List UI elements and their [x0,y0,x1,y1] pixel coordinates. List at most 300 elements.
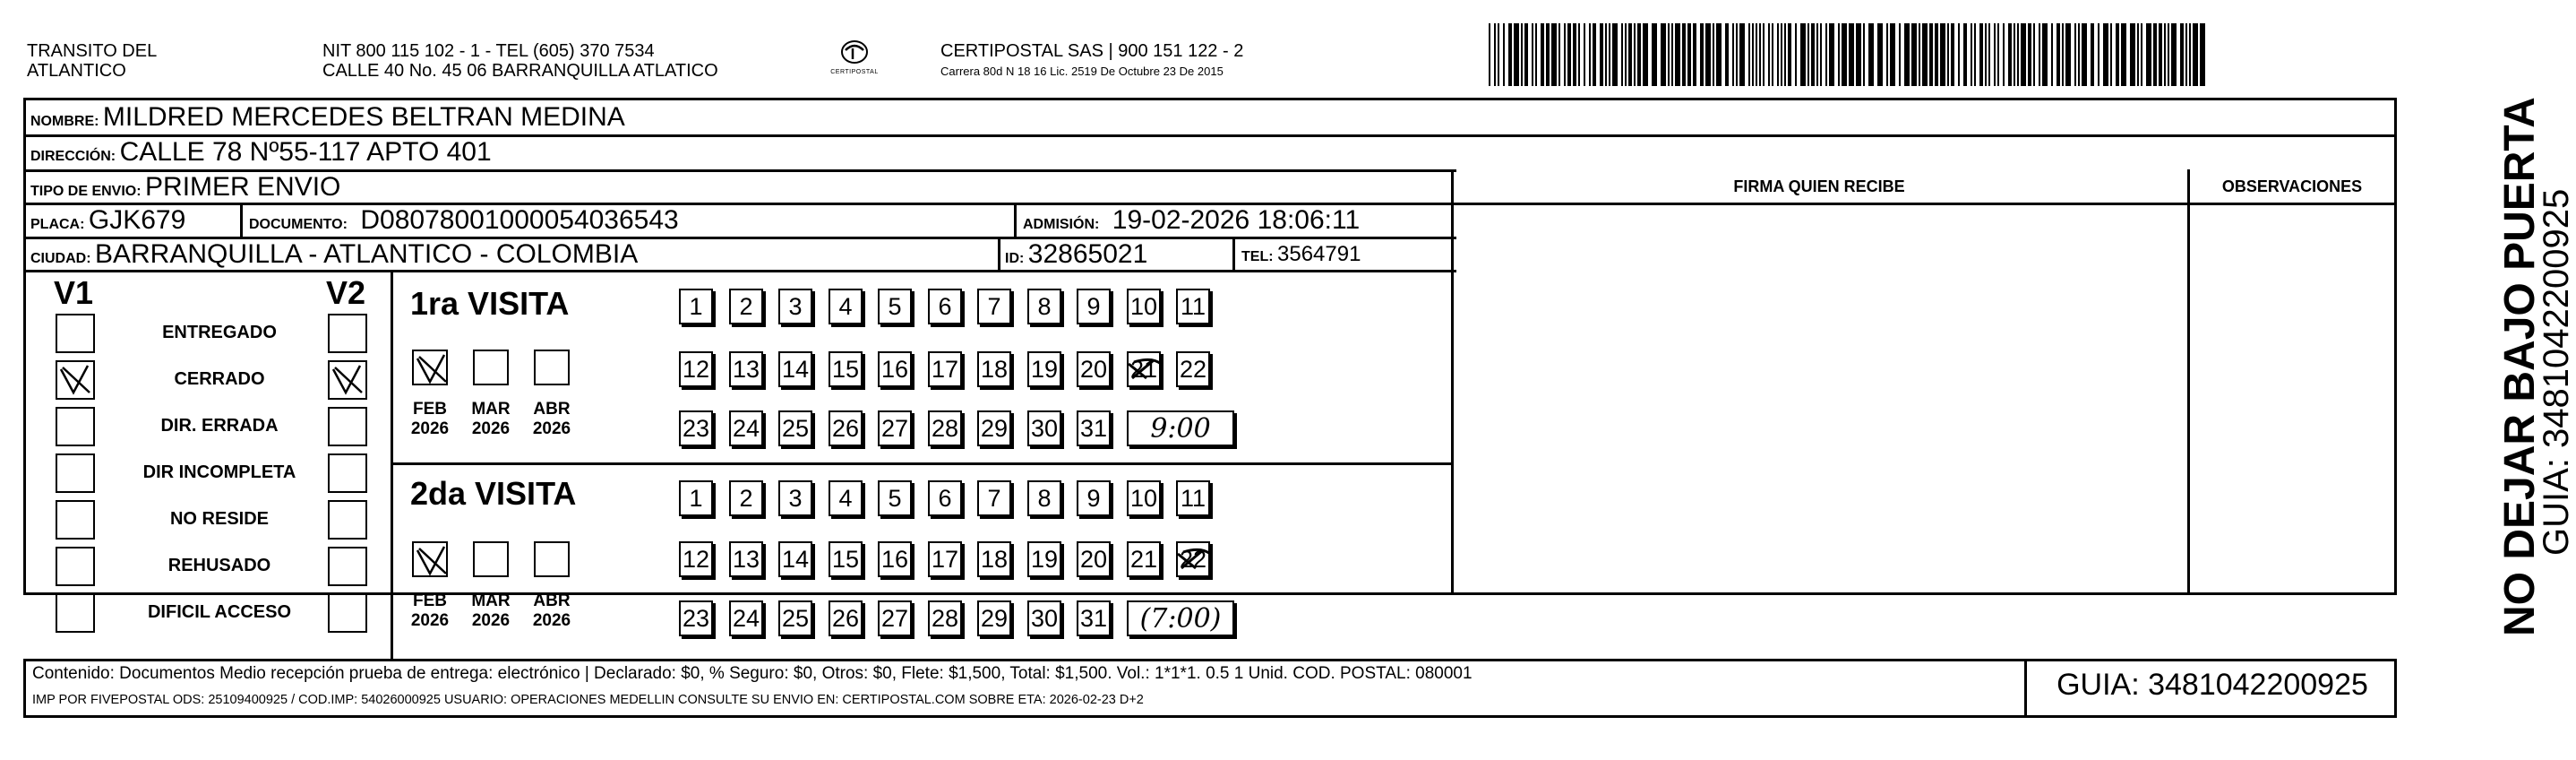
day-box[interactable] [829,410,863,446]
day-number: 26 [831,604,860,632]
day-number: 18 [980,545,1009,573]
day-number: 14 [781,545,810,573]
day-number: 27 [880,604,909,632]
day-box[interactable] [878,600,912,636]
scribble-mark-icon [1174,541,1215,577]
day-number: 26 [831,414,860,442]
second-visit-title: 2da VISITA [410,475,577,512]
barcode-bar [1807,23,1809,86]
day-number: 19 [1030,545,1059,573]
issuer-line2: ATLANTICO [27,61,126,81]
barcode-bar [1890,23,1895,86]
day-number: 28 [931,414,959,442]
barcode-bar [1947,23,1949,86]
v1-checkbox[interactable] [56,593,95,633]
barcode-bar [1535,23,1537,86]
day-box[interactable] [1127,289,1161,324]
day-number: 7 [987,484,1001,512]
direccion-row [30,135,492,174]
tipo-label: TIPO DE ENVIO: [30,184,142,199]
day-box[interactable] [679,600,713,636]
check-mark-icon [414,351,450,387]
handwritten-time: 9:00 [1150,412,1211,445]
day-box[interactable] [778,600,812,636]
barcode-bar [2042,23,2048,86]
month-name: FEB [413,592,447,610]
month-label [524,592,580,631]
barcode [1489,23,2211,86]
day-box[interactable] [729,289,763,324]
day-number: 10 [1129,292,1158,320]
barcode-bar [2164,23,2166,86]
barcode-bar [1971,23,1972,86]
ciudad-label: CIUDAD: [30,251,91,266]
day-box[interactable] [1027,541,1061,577]
month-label [463,592,519,631]
barcode-bar [2014,23,2015,86]
day-number: 8 [1037,292,1052,320]
direccion-value: CALLE 78 Nº55-117 APTO 401 [119,137,492,167]
v1-checkbox[interactable] [56,500,95,540]
day-number: 19 [1030,355,1059,383]
barcode-bar [1816,23,1818,86]
footer-divider [2024,659,2027,718]
month-checkbox[interactable] [412,541,448,577]
status-label: DIR INCOMPLETA [142,462,296,482]
day-box[interactable] [729,410,763,446]
day-box[interactable] [829,541,863,577]
month-year: 2026 [471,611,511,630]
placa-value: GJK679 [88,205,186,235]
v1-label: V1 [54,274,94,311]
placa-label: PLACA: [30,217,85,232]
day-box[interactable] [1027,480,1061,516]
col-divider [2187,169,2190,595]
handwritten-time-box[interactable] [1127,410,1234,446]
barcode-bar [2062,23,2064,86]
barcode-bar [1922,23,1928,86]
v1-checkbox[interactable] [56,453,95,493]
day-box[interactable] [928,351,962,387]
barcode-bar [1671,23,1673,86]
barcode-bar [1508,23,1512,86]
day-box[interactable] [778,289,812,324]
day-box[interactable] [1027,410,1061,446]
day-number: 21 [1129,545,1158,573]
day-number: 9 [1086,292,1101,320]
barcode-bar [1524,23,1528,86]
month-name: MAR [471,592,511,610]
tel-label: TEL: [1241,249,1274,264]
barcode-bar [1988,23,1990,86]
day-box[interactable] [679,351,713,387]
nombre-value: MILDRED MERCEDES BELTRAN MEDINA [102,102,625,132]
barcode-bar [2116,23,2119,86]
col-divider [998,237,1000,270]
day-box[interactable] [1077,541,1111,577]
day-number: 17 [931,355,959,383]
day-number: 29 [980,414,1009,442]
day-number: 5 [888,484,902,512]
day-box[interactable] [829,480,863,516]
day-box[interactable] [878,480,912,516]
day-box[interactable] [1077,480,1111,516]
day-box[interactable] [1176,480,1210,516]
day-number: 25 [781,604,810,632]
barcode-bar [2146,23,2151,86]
barcode-bar [2065,23,2071,86]
barcode-bar [1820,23,1822,86]
company-line: CERTIPOSTAL SAS | 900 151 122 - 2 [940,41,1244,61]
barcode-bar [1736,23,1738,86]
barcode-bar [1829,23,1834,86]
day-box[interactable] [1176,289,1210,324]
barcode-bar [1668,23,1670,86]
day-box[interactable] [1077,410,1111,446]
barcode-bar [2057,23,2060,86]
v1-checkbox[interactable] [56,314,95,353]
barcode-bar [1811,23,1815,86]
v2-checkbox[interactable] [328,500,367,540]
barcode-bar [1573,23,1576,86]
logo-text: CERTIPOSTAL [830,69,879,75]
barcode-bar [1584,23,1585,86]
day-box[interactable] [778,541,812,577]
tel-value: 3564791 [1277,242,1361,266]
day-box[interactable] [878,351,912,387]
v1-checkbox[interactable] [56,407,95,446]
day-number: 27 [880,414,909,442]
barcode-bar [1919,23,1920,86]
month-checkbox[interactable] [412,350,448,385]
day-box[interactable] [1027,289,1061,324]
day-box[interactable] [1127,351,1161,387]
day-number: 16 [880,545,909,573]
barcode-bar [2130,23,2135,86]
day-box[interactable] [729,480,763,516]
day-number: 28 [931,604,959,632]
barcode-bar [1494,23,1496,86]
month-checkbox[interactable] [534,541,570,577]
first-visit-title: 1ra VISITA [410,285,570,322]
day-number: 29 [980,604,1009,632]
day-number: 8 [1037,484,1052,512]
day-box[interactable] [778,480,812,516]
day-box[interactable] [977,351,1011,387]
barcode-bar [1693,23,1696,86]
day-number: 12 [682,545,710,573]
barcode-bar [1825,23,1827,86]
barcode-bar [2171,23,2177,86]
documento-label: DOCUMENTO: [249,217,348,232]
day-box[interactable] [928,480,962,516]
barcode-bar [2189,23,2191,86]
barcode-bar [1929,23,1933,86]
issuer-line1: TRANSITO DEL [27,41,158,61]
day-box[interactable] [977,541,1011,577]
barcode-bar [1521,23,1523,86]
v1-checkbox[interactable] [56,547,95,586]
barcode-bar [1899,23,1901,86]
barcode-bar [2074,23,2076,86]
placa-row [30,203,185,242]
day-box[interactable] [878,410,912,446]
day-number: 6 [938,484,952,512]
day-box[interactable] [829,289,863,324]
barcode-bar [1558,23,1560,86]
certipostal-logo-icon [837,39,872,65]
day-box[interactable] [1176,351,1210,387]
day-box[interactable] [679,410,713,446]
barcode-bar [1863,23,1865,86]
day-box[interactable] [829,351,863,387]
status-label: CERRADO [174,369,265,389]
barcode-bar [1589,23,1591,86]
day-number: 17 [931,545,959,573]
barcode-bar [1951,23,1954,86]
barcode-bar [2168,23,2169,86]
barcode-bar [1612,23,1618,86]
day-box[interactable] [1127,480,1161,516]
day-number: 24 [732,414,760,442]
barcode-bar [1605,23,1607,86]
barcode-bar [1687,23,1691,86]
day-box[interactable] [878,541,912,577]
day-box[interactable] [729,541,763,577]
row-divider [391,462,1453,465]
day-box[interactable] [679,289,713,324]
barcode-bar [1593,23,1596,86]
month-year: 2026 [471,419,511,438]
ciudad-row [30,238,638,275]
tipo-row [30,170,340,208]
day-box[interactable] [1077,600,1111,636]
barcode-bar [1682,23,1686,86]
day-number: 6 [938,292,952,320]
barcode-bar [1756,23,1757,86]
barcode-bar [1868,23,1874,86]
barcode-bar [1564,23,1566,86]
documento-row [249,203,679,242]
day-box[interactable] [977,600,1011,636]
day-box[interactable] [1027,600,1061,636]
day-number: 22 [1179,545,1207,573]
day-box[interactable] [1127,541,1161,577]
day-number: 1 [689,484,703,512]
day-box[interactable] [928,541,962,577]
barcode-bar [2200,23,2205,86]
day-number: 20 [1079,545,1108,573]
barcode-bar [2033,23,2035,86]
v2-checkbox[interactable] [328,547,367,586]
admision-label: ADMISIÓN: [1023,217,1100,232]
check-mark-icon [57,362,93,398]
barcode-bar [2082,23,2087,86]
month-checkbox[interactable] [473,350,509,385]
v2-checkbox[interactable] [328,360,367,400]
barcode-bar [1979,23,1983,86]
day-box[interactable] [878,289,912,324]
company-address: Carrera 80d N 18 16 Lic. 2519 De Octubre 23 De 2015 [940,65,1224,78]
day-box[interactable] [977,410,1011,446]
col-divider [1014,203,1017,237]
barcode-bar [1800,23,1806,86]
footer-contenido: Contenido: Documentos Medio recepción prueba de entrega: electrónico | Declarado: $0, % Seguro: $0, Otros: $0, Flete: $1,500, Total: $1,500. Vol.: 1*1*1. 0.5 1 Unid. COD. POSTAL: 080001 [32,664,1473,683]
month-year: 2026 [532,419,571,438]
id-value: 32865021 [1027,239,1148,269]
month-year: 2026 [410,419,450,438]
barcode-bar [1541,23,1544,86]
barcode-bar [1600,23,1603,86]
day-number: 25 [781,414,810,442]
day-box[interactable] [1027,351,1061,387]
barcode-bar [2153,23,2157,86]
barcode-bar [2051,23,2053,86]
barcode-bar [1784,23,1786,86]
barcode-bar [2028,23,2031,86]
day-number: 12 [682,355,710,383]
day-number: 23 [682,604,710,632]
company-info [940,41,1243,79]
id-row [1005,238,1147,275]
day-box[interactable] [1077,289,1111,324]
no-dejar-text: NO DEJAR BAJO PUERTA [2496,97,2544,636]
v2-checkbox[interactable] [328,407,367,446]
direccion-label: DIRECCIÓN: [30,149,116,164]
day-box[interactable] [928,289,962,324]
day-box[interactable] [679,541,713,577]
barcode-bar [1768,23,1770,86]
month-year: 2026 [410,611,450,630]
day-box[interactable] [778,351,812,387]
v2-checkbox[interactable] [328,593,367,633]
day-number: 16 [880,355,909,383]
day-box[interactable] [1077,351,1111,387]
admision-value: 19-02-2026 18:06:11 [1112,205,1361,235]
nombre-row [30,99,625,140]
month-name: FEB [413,400,447,419]
nombre-label: NOMBRE: [30,114,99,129]
day-box[interactable] [829,600,863,636]
day-number: 1 [689,292,703,320]
barcode-bar [1675,23,1680,86]
day-box[interactable] [928,410,962,446]
barcode-bar [1551,23,1557,86]
v2-checkbox[interactable] [328,453,367,493]
month-checkbox[interactable] [534,350,570,385]
handwritten-time-box[interactable] [1127,600,1234,636]
barcode-bar [1489,23,1490,86]
month-label [402,400,458,439]
barcode-bar [1788,23,1791,86]
documento-value: D08078001000054036543 [360,205,679,235]
day-box[interactable] [977,480,1011,516]
barcode-bar [1621,23,1623,86]
footer-guia: GUIA: 3481042200925 [2057,668,2368,702]
day-number: 2 [739,292,753,320]
barcode-bar [2137,23,2139,86]
barcode-bar [2185,23,2187,86]
id-label: ID: [1005,251,1025,266]
v2-checkbox[interactable] [328,314,367,353]
day-box[interactable] [729,600,763,636]
barcode-bar [1713,23,1714,86]
barcode-bar [1759,23,1761,86]
month-name: ABR [533,400,571,419]
month-label [524,400,580,439]
month-checkbox[interactable] [473,541,509,577]
day-number: 30 [1030,414,1059,442]
month-label [463,400,519,439]
tipo-value: PRIMER ENVIO [145,172,341,202]
day-number: 4 [838,292,853,320]
day-number: 7 [987,292,1001,320]
barcode-bar [2159,23,2162,86]
check-mark-icon [414,543,450,579]
barcode-bar [2121,23,2126,86]
day-number: 10 [1129,484,1158,512]
barcode-bar [1725,23,1729,86]
month-name: ABR [533,592,571,610]
barcode-bar [1772,23,1773,86]
barcode-bar [1838,23,1840,86]
day-box[interactable] [977,289,1011,324]
day-number: 5 [888,292,902,320]
barcode-bar [1578,23,1580,86]
day-number: 9 [1086,484,1101,512]
day-number: 20 [1079,355,1108,383]
status-label: NO RESIDE [169,509,270,529]
barcode-bar [1498,23,1499,86]
day-box[interactable] [679,480,713,516]
barcode-bar [1974,23,1976,86]
day-number: 2 [739,484,753,512]
barcode-bar [2091,23,2094,86]
barcode-bar [1700,23,1704,86]
day-number: 15 [831,545,860,573]
barcode-bar [1643,23,1648,86]
barcode-bar [1532,23,1533,86]
day-box[interactable] [778,410,812,446]
day-number: 24 [732,604,760,632]
v1-checkbox[interactable] [56,360,95,400]
barcode-bar [1637,23,1641,86]
barcode-bar [1911,23,1917,86]
barcode-bar [2021,23,2026,86]
day-box[interactable] [1176,541,1210,577]
day-number: 23 [682,414,710,442]
barcode-bar [1514,23,1519,86]
barcode-bar [1985,23,1987,86]
barcode-bar [2110,23,2112,86]
day-number: 3 [788,484,803,512]
barcode-bar [1963,23,1967,86]
barcode-bar [1763,23,1765,86]
day-number: 31 [1079,604,1108,632]
ciudad-value: BARRANQUILLA - ATLANTICO - COLOMBIA [95,239,639,269]
day-number: 21 [1129,355,1158,383]
barcode-bar [1994,23,1996,86]
barcode-bar [1748,23,1750,86]
day-number: 3 [788,292,803,320]
footer-imp: IMP POR FIVEPOSTAL ODS: 25109400925 / COD.IMP: 54026000925 USUARIO: OPERACIONES MEDELLIN CONSULTE SU ENVIO EN: CERTIPOSTAL.COM SOBRE ETA: 2026-02-23 D+2 [32,693,1144,707]
day-box[interactable] [729,351,763,387]
barcode-bar [1634,23,1636,86]
day-box[interactable] [928,600,962,636]
check-mark-icon [330,362,365,398]
barcode-bar [1856,23,1861,86]
barcode-bar [1609,23,1610,86]
